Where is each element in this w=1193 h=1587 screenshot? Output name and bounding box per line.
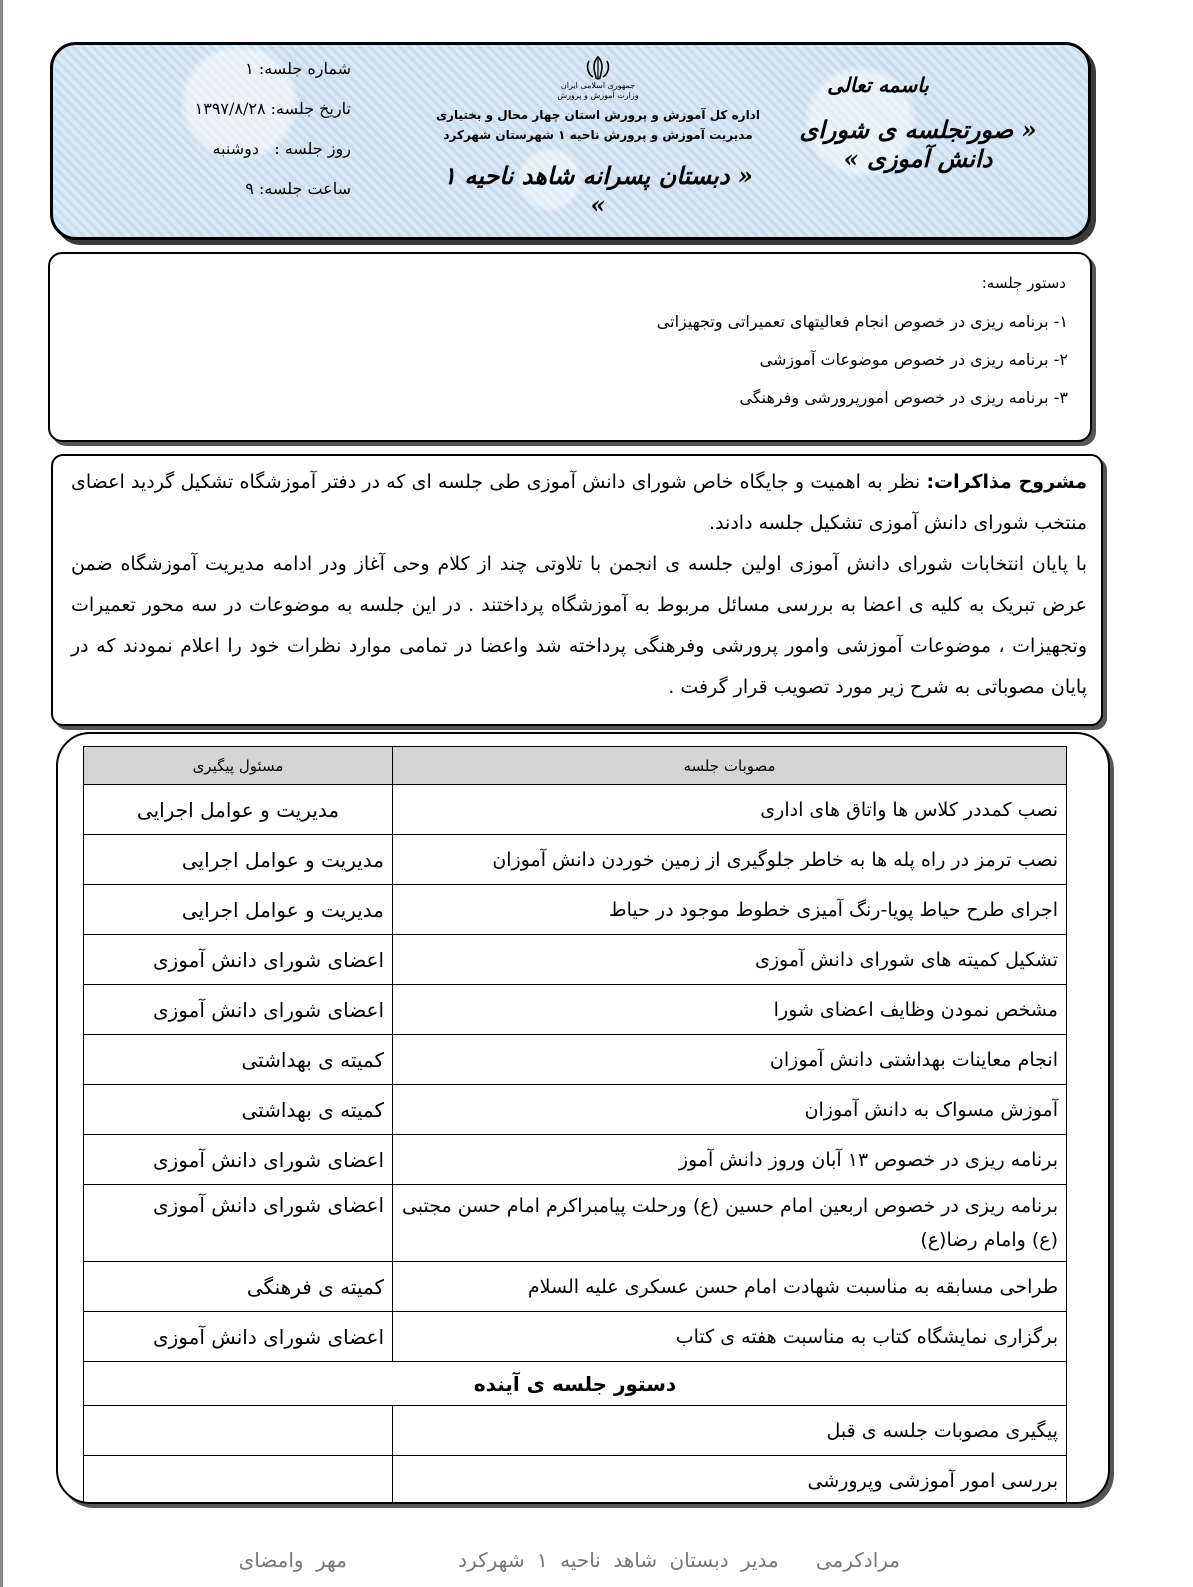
agenda-box bbox=[48, 252, 1092, 442]
resolution-cell: انجام معاینات بهداشتی دانش آموزان bbox=[393, 1035, 1067, 1085]
signature-line: مرادکرمی مدیر دبستان شاهد ناحیه ۱ شهرکرد مهر وامضای bbox=[238, 1548, 900, 1572]
table-row bbox=[84, 1262, 1067, 1312]
responsible-cell: مدیریت و عوامل اجرایی bbox=[84, 835, 393, 885]
page-left-border bbox=[0, 0, 3, 1587]
next-agenda-responsible bbox=[84, 1456, 393, 1505]
next-agenda-item: بررسی امور آموزشی وپرورشی bbox=[393, 1456, 1067, 1505]
agenda-item: ۲- برنامه ریزی در خصوص موضوعات آموزشی bbox=[759, 350, 1068, 369]
meeting-day: روز جلسه : دوشنبه bbox=[212, 139, 351, 158]
discussion-paragraph-2: با پایان انتخابات شورای دانش آموزی اولین جلسه ی انجمن با تلاوتی چند از کلام وحی آغاز ودر ادامه مدیریت آموزشگاه ضمن عرض تبریک به کلیه ی اعضا به بررسی مسائل مربوط به آموزشگاه پرداختند . در این جلسه به موضوعات در سه محور تعمیرات وتجهیزات ، موضوعات آموزشی وامور پرورشی وفرهنگی پرداخته شد واعضا در تمامی موارد نظرات خود را اعلام نمودند که در پایان مصوباتی به شرح زیر مورد تصویب قرار گرفت . bbox=[71, 553, 1087, 698]
resolution-cell: برنامه ریزی در خصوص اربعین امام حسین (ع) ورحلت پیامبراکرم امام حسن مجتبی (ع) وامام رضا(ع) bbox=[393, 1185, 1067, 1262]
school-name: « دبستان پسرانه شاهد ناحیه ۱ » bbox=[443, 161, 753, 219]
agenda-item: ۱- برنامه ریزی در خصوص انجام فعالیتهای تعمیراتی وتجهیزاتی bbox=[656, 312, 1068, 331]
resolution-cell: مشخص نمودن وظایف اعضای شورا bbox=[393, 985, 1067, 1035]
table-row bbox=[84, 935, 1067, 985]
discussion-box bbox=[51, 454, 1103, 726]
meeting-time: ساعت جلسه: ۹ bbox=[245, 179, 351, 198]
meeting-info bbox=[121, 59, 351, 219]
minutes-title: « صورتجلسه ی شورای دانش آموزی » bbox=[799, 115, 1037, 173]
table-row bbox=[84, 885, 1067, 935]
responsible-cell: مدیریت و عوامل اجرایی bbox=[84, 885, 393, 935]
emblem-republic-text: جمهوری اسلامی ایران bbox=[560, 81, 636, 90]
discussion-paragraph-1: نظر به اهمیت و جایگاه خاص شورای دانش آموزی طی جلسه ای که در دفتر آموزشگاه تشکیل گردید اعضای منتخب شورای دانش آموزی تشکیل جلسه دادند. bbox=[71, 471, 1087, 534]
next-agenda-header-row bbox=[84, 1362, 1067, 1406]
header-box bbox=[50, 42, 1091, 240]
resolutions-box bbox=[56, 732, 1110, 1504]
resolution-cell: اجرای طرح حیاط پویا-رنگ آمیزی خطوط موجود در حیاط bbox=[393, 885, 1067, 935]
discussion-text bbox=[71, 462, 1087, 708]
table-row bbox=[84, 985, 1067, 1035]
responsible-cell: مدیریت و عوامل اجرایی bbox=[84, 785, 393, 835]
table-row bbox=[84, 1085, 1067, 1135]
table-row bbox=[84, 1312, 1067, 1362]
responsible-cell: اعضای شورای دانش آموزی bbox=[84, 1312, 393, 1362]
meeting-number: شماره جلسه: ۱ bbox=[245, 59, 351, 78]
title-block bbox=[773, 73, 1063, 173]
org-line-2: مدیریت آموزش و پرورش ناحیه ۱ شهرستان شهرکرد bbox=[443, 128, 753, 142]
responsible-cell: اعضای شورای دانش آموزی bbox=[84, 1185, 393, 1262]
responsible-cell: اعضای شورای دانش آموزی bbox=[84, 935, 393, 985]
meeting-date: تاریخ جلسه: ۱۳۹۷/۸/۲۸ bbox=[194, 99, 351, 118]
header-responsible: مسئول پیگیری bbox=[84, 747, 393, 785]
table-row bbox=[84, 785, 1067, 835]
discussion-label: مشروح مذاکرات: bbox=[926, 471, 1087, 493]
resolution-cell: نصب کمددر کلاس ها واتاق های اداری bbox=[393, 785, 1067, 835]
header-resolution: مصوبات جلسه bbox=[393, 747, 1067, 785]
table-header-row bbox=[84, 747, 1067, 785]
resolution-cell: تشکیل کمیته های شورای دانش آموزی bbox=[393, 935, 1067, 985]
table-row bbox=[84, 1406, 1067, 1456]
resolution-cell: نصب ترمز در راه پله ها به خاطر جلوگیری از زمین خوردن دانش آموزان bbox=[393, 835, 1067, 885]
next-agenda-item: پیگیری مصوبات جلسه ی قبل bbox=[393, 1406, 1067, 1456]
emblem-ministry-text: وزارت آموزش و پرورش bbox=[557, 91, 639, 100]
agenda-title: دستور جلسه: bbox=[981, 274, 1066, 292]
resolution-cell: آموزش مسواک به دانش آموزان bbox=[393, 1085, 1067, 1135]
table-row bbox=[84, 835, 1067, 885]
iran-emblem-icon bbox=[583, 55, 613, 81]
resolution-cell: طراحی مسابقه به مناسبت شهادت امام حسن عسکری علیه السلام bbox=[393, 1262, 1067, 1312]
basmala: باسمه تعالی bbox=[827, 73, 929, 97]
next-agenda-title: دستور جلسه ی آینده bbox=[84, 1362, 1067, 1406]
agenda-item: ۳- برنامه ریزی در خصوص امورپرورشی وفرهنگی bbox=[739, 388, 1068, 407]
table-row bbox=[84, 1035, 1067, 1085]
table-row bbox=[84, 1456, 1067, 1505]
org-line-1: اداره کل آموزش و پرورش استان چهار محال و بختیاری bbox=[436, 108, 760, 122]
responsible-cell: کمیته ی فرهنگی bbox=[84, 1262, 393, 1312]
responsible-cell: اعضای شورای دانش آموزی bbox=[84, 985, 393, 1035]
responsible-cell: کمیته ی بهداشتی bbox=[84, 1085, 393, 1135]
resolution-cell: برگزاری نمایشگاه کتاب به مناسبت هفته ی کتاب bbox=[393, 1312, 1067, 1362]
resolution-cell: برنامه ریزی در خصوص ۱۳ آبان وروز دانش آموز bbox=[393, 1135, 1067, 1185]
resolutions-table bbox=[83, 746, 1067, 1504]
table-row bbox=[84, 1185, 1067, 1262]
responsible-cell: اعضای شورای دانش آموزی bbox=[84, 1135, 393, 1185]
responsible-cell: کمیته ی بهداشتی bbox=[84, 1035, 393, 1085]
table-row bbox=[84, 1135, 1067, 1185]
next-agenda-responsible bbox=[84, 1406, 393, 1456]
